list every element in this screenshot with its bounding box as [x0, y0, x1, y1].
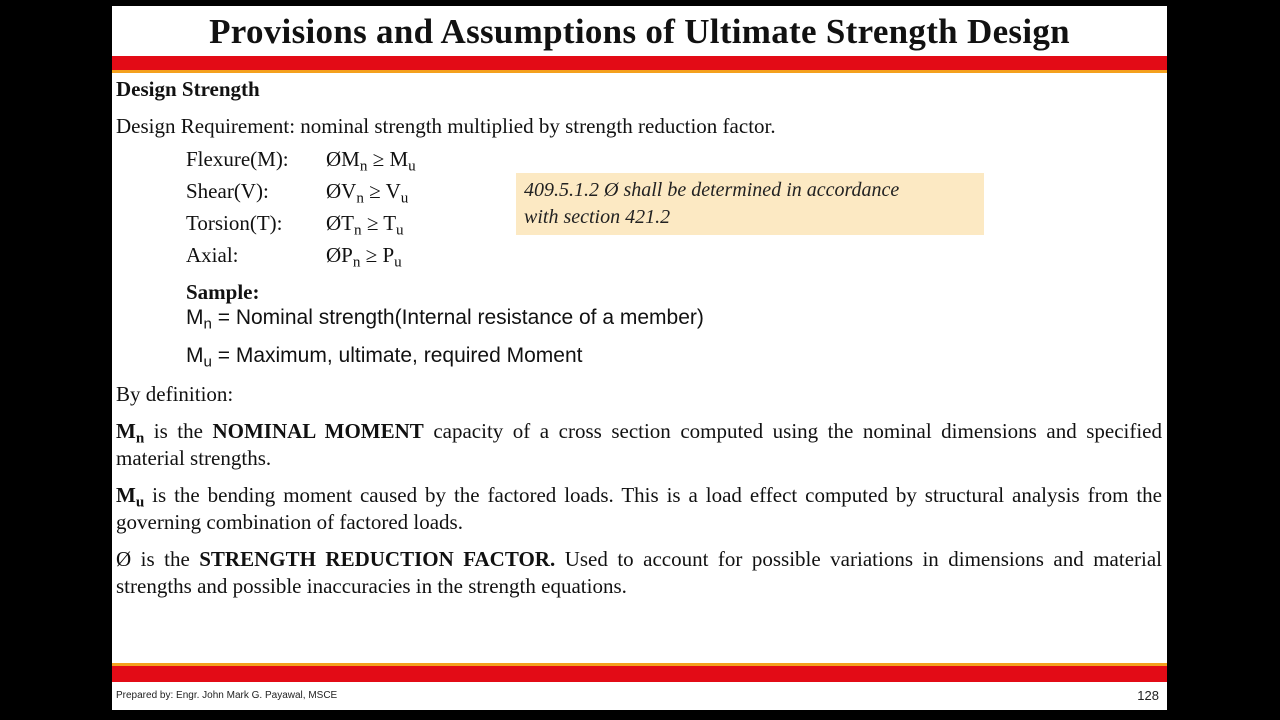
note-line-2: with section 421.2 [524, 206, 671, 228]
section-heading: Design Strength [116, 77, 260, 101]
equation-label-axial: Axial: [186, 243, 239, 267]
equation-flexure: $ØM_n \ge M_u$ [326, 147, 416, 175]
equation-shear: $ØV_n \ge V_u$ [326, 179, 409, 207]
note-line-1: 409.5.1.2 Ø shall be determined in accordance [524, 179, 900, 201]
slide [112, 6, 1167, 710]
note-text [524, 177, 899, 231]
equation-label-shear: Shear(V): [186, 179, 269, 203]
equation-label-torsion: Torsion(T): [186, 211, 283, 235]
definition-mu: $M_u$ is the bending moment caused by the factored loads. This is a load effect computed by structural analysis from the governing combination of factored loads. [116, 483, 1168, 534]
bottom-accent-bar [112, 666, 1167, 682]
code-reference-note [516, 173, 984, 235]
definition-phi: Ø is the STRENGTH REDUCTION FACTOR. Used to account for possible variations in dimensions and material strengths and possible inaccuracies in the strength equations. [116, 547, 1168, 598]
equation-torsion: $ØT_n \ge T_u$ [326, 211, 404, 239]
footer-author: Prepared by: Engr. John Mark G. Payawal, MSCE [116, 690, 338, 701]
top-accent-bar [112, 56, 1167, 70]
equation-label-flexure: Flexure(M): [186, 147, 289, 171]
sample-mu: $M_u$ = Maximum, ultimate, required Moment [186, 344, 583, 371]
equation-axial: $ØP_n \ge P_u$ [326, 243, 402, 271]
definition-mn: $M_n$ is the NOMINAL MOMENT capacity of a cross section computed using the nominal dimensions and specified material strengths. [116, 419, 1168, 470]
design-requirement: Design Requirement: nominal strength multiplied by strength reduction factor. [116, 114, 776, 138]
page-number: 128 [1137, 688, 1159, 703]
sample-heading: Sample: [186, 280, 260, 304]
sample-mn: $M_n$ = Nominal strength(Internal resistance of a member) [186, 306, 704, 333]
by-definition: By definition: [116, 382, 234, 406]
slide-title: Provisions and Assumptions of Ultimate Strength Design [209, 12, 1070, 51]
